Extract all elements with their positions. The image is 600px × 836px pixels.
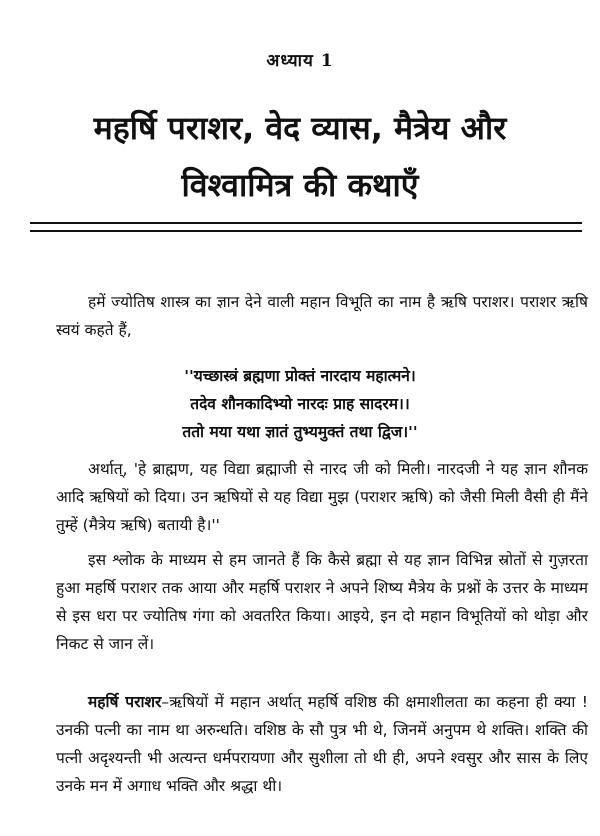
section-paragraph xyxy=(56,688,588,800)
verse-line-1: ''यच्छास्त्रं ब्रह्मणा प्रोक्तं नारदाय महात्मने। xyxy=(184,367,416,385)
title-divider-top xyxy=(30,222,582,224)
title-divider-bottom xyxy=(30,230,582,232)
chapter-title-line-2: विश्वामित्र की कथाएँ xyxy=(181,166,419,204)
verse-line-2: तदेव शौनकादिभ्यो नारदः प्राह सादरम।। xyxy=(190,395,410,413)
verse-line-3: ततो मया यथा ज्ञातं तुभ्यमुक्तं तथा द्विज।'' xyxy=(182,423,418,441)
context-paragraph: इस श्लोक के माध्यम से हम जानते हैं कि कैसे ब्रह्मा से यह ज्ञान विभिन्न स्रोतों से गुज़रता हुआ महर्षि पराशर तक आया और महर्षि पराशर ने अपने शिष्य मैत्रेय के प्रश्नों के उत्तर के माध्यम से इस धरा पर ज्योतिष गंगा को अवतरित किया। आइये, इन दो महान विभूतियों को थोड़ा और निकट से जान लें। xyxy=(56,551,588,653)
section-heading: महर्षि पराशर xyxy=(88,693,162,711)
chapter-label: अध्याय 1 xyxy=(266,51,334,71)
intro-paragraph: हमें ज्योतिष शास्त्र का ज्ञान देने वाली महान विभूति का नाम है ऋषि पराशर। पराशर ऋषि स्वयं कहते हैं, xyxy=(56,293,588,339)
chapter-title-line-1: महर्षि पराशर, वेद व्यास, मैत्रेय और xyxy=(93,109,507,147)
section-body: –ऋषियों में महान अर्थात् महर्षि वशिष्ठ की क्षमाशीलता का कहना ही क्या ! उनकी पत्नी का नाम था अरुन्धति। वशिष्ठ के सौ पुत्र भी थे, जिनमें अनुपम थे शक्ति। शक्ति की पत्नी अदृश्यन्ती भी अत्यन्त धर्मपरायणा और सुशीला तो थी ही, अपने श्वसुर और सास के लिए उनके मन में अगाध भक्ति और श्रद्धा थी। xyxy=(56,693,588,795)
meaning-paragraph: अर्थात्, 'हे ब्राह्मण, यह विद्या ब्रह्माजी से नारद जी को मिली। नारदजी ने यह ज्ञान शौनक आदि ऋषियों को दिया। उन ऋषियों से यह विद्या मुझ (पराशर ऋषि) को जैसी मिली वैसी ही मैंने तुम्हें (मैत्रेय ऋषि) बतायी है।'' xyxy=(56,460,588,534)
